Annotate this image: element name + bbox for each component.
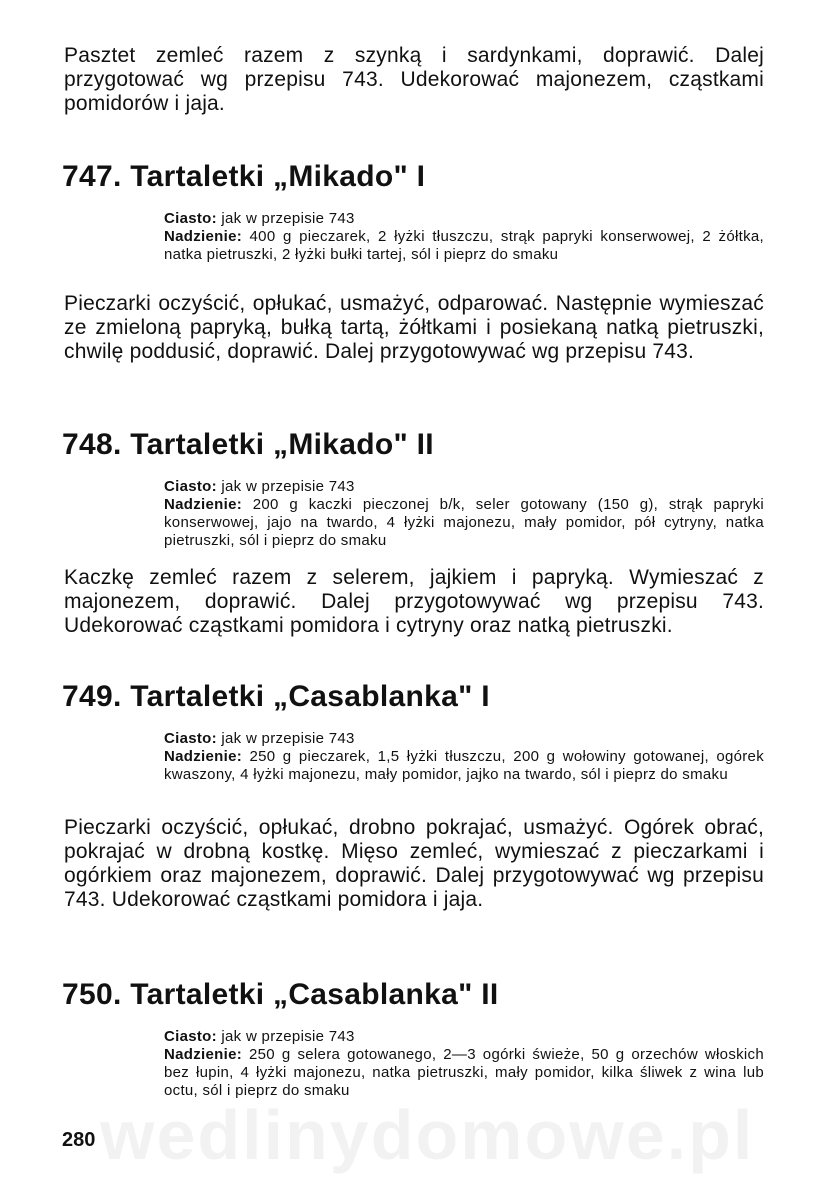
recipe-747-ingredients — [164, 210, 764, 264]
recipe-750-title: 750. Tartaletki „Casablanka" II — [62, 978, 499, 1011]
ciasto-text: jak w przepisie 743 — [221, 1028, 355, 1045]
recipe-750-ingredients — [164, 1028, 764, 1100]
recipe-747-method: Pieczarki oczyścić, opłukać, usmażyć, odparować. Następnie wymieszać ze zmieloną papryką, bułką tartą, żółtkami i posiekaną natką pietruszki, chwilę poddusić, doprawić. Dalej przygotowywać wg przepisu 743. — [64, 292, 764, 363]
ciasto-text: jak w przepisie 743 — [221, 730, 355, 747]
ciasto-label: Ciasto: — [164, 730, 217, 747]
nadzienie-text: 250 g pieczarek, 1,5 łyżki tłuszczu, 200 g wołowiny gotowanej, ogórek kwaszony, 4 łyżki majonezu, mały pomidor, jajko na twardo, sól i pieprz do smaku — [164, 748, 765, 783]
recipe-749-method: Pieczarki oczyścić, opłukać, drobno pokrajać, usmażyć. Ogórek obrać, pokrajać w drobną kostkę. Mięso zemleć, wymieszać z pieczarkami i ogórkiem oraz majonezem, doprawić. Dalej przygotowywać wg przepisu 743. Udekorować cząstkami pomidora i jaja. — [64, 816, 764, 911]
ciasto-label: Ciasto: — [164, 478, 217, 495]
recipe-749-title: 749. Tartaletki „Casablanka" I — [62, 680, 490, 713]
nadzienie-text: 400 g pieczarek, 2 łyżki tłuszczu, strąk papryki konserwowej, 2 żółtka, natka pietruszki, 2 łyżki bułki tartej, sól i pieprz do smaku — [164, 228, 764, 263]
nadzienie-label: Nadzienie: — [164, 228, 243, 245]
ciasto-text: jak w przepisie 743 — [221, 478, 355, 495]
nadzienie-label: Nadzienie: — [164, 1046, 243, 1063]
nadzienie-label: Nadzienie: — [164, 496, 243, 513]
ciasto-text: jak w przepisie 743 — [221, 210, 355, 227]
watermark: wedlinydomowe.pl — [100, 1096, 755, 1174]
nadzienie-text: 200 g kaczki pieczonej b/k, seler gotowany (150 g), strąk papryki konserwowej, jajo na twardo, 4 łyżki majonezu, mały pomidor, pół cytryny, natka pietruszki, sól i pieprz do smaku — [164, 496, 765, 549]
intro-paragraph: Pasztet zemleć razem z szynką i sardynkami, doprawić. Dalej przygotować wg przepisu 743. Udekorować majonezem, cząstkami pomidorów i jaja. — [64, 44, 764, 115]
page-number: 280 — [62, 1129, 96, 1151]
ciasto-label: Ciasto: — [164, 1028, 217, 1045]
recipe-747-title: 747. Tartaletki „Mikado" I — [62, 160, 426, 193]
nadzienie-text: 250 g selera gotowanego, 2—3 ogórki świeże, 50 g orzechów włoskich bez łupin, 4 łyżki majonezu, natka pietruszki, mały pomidor, kilka śliwek z wina lub octu, sól i pieprz do smaku — [164, 1046, 764, 1099]
recipe-749-ingredients — [164, 730, 764, 784]
nadzienie-label: Nadzienie: — [164, 748, 243, 765]
ciasto-label: Ciasto: — [164, 210, 217, 227]
recipe-748-title: 748. Tartaletki „Mikado" II — [62, 428, 434, 461]
recipe-748-method: Kaczkę zemleć razem z selerem, jajkiem i papryką. Wymieszać z majonezem, doprawić. Dalej przygotowywać wg przepisu 743. Udekorować cząstkami pomidora i cytryny oraz natką pietruszki. — [64, 566, 764, 637]
recipe-748-ingredients — [164, 478, 764, 550]
